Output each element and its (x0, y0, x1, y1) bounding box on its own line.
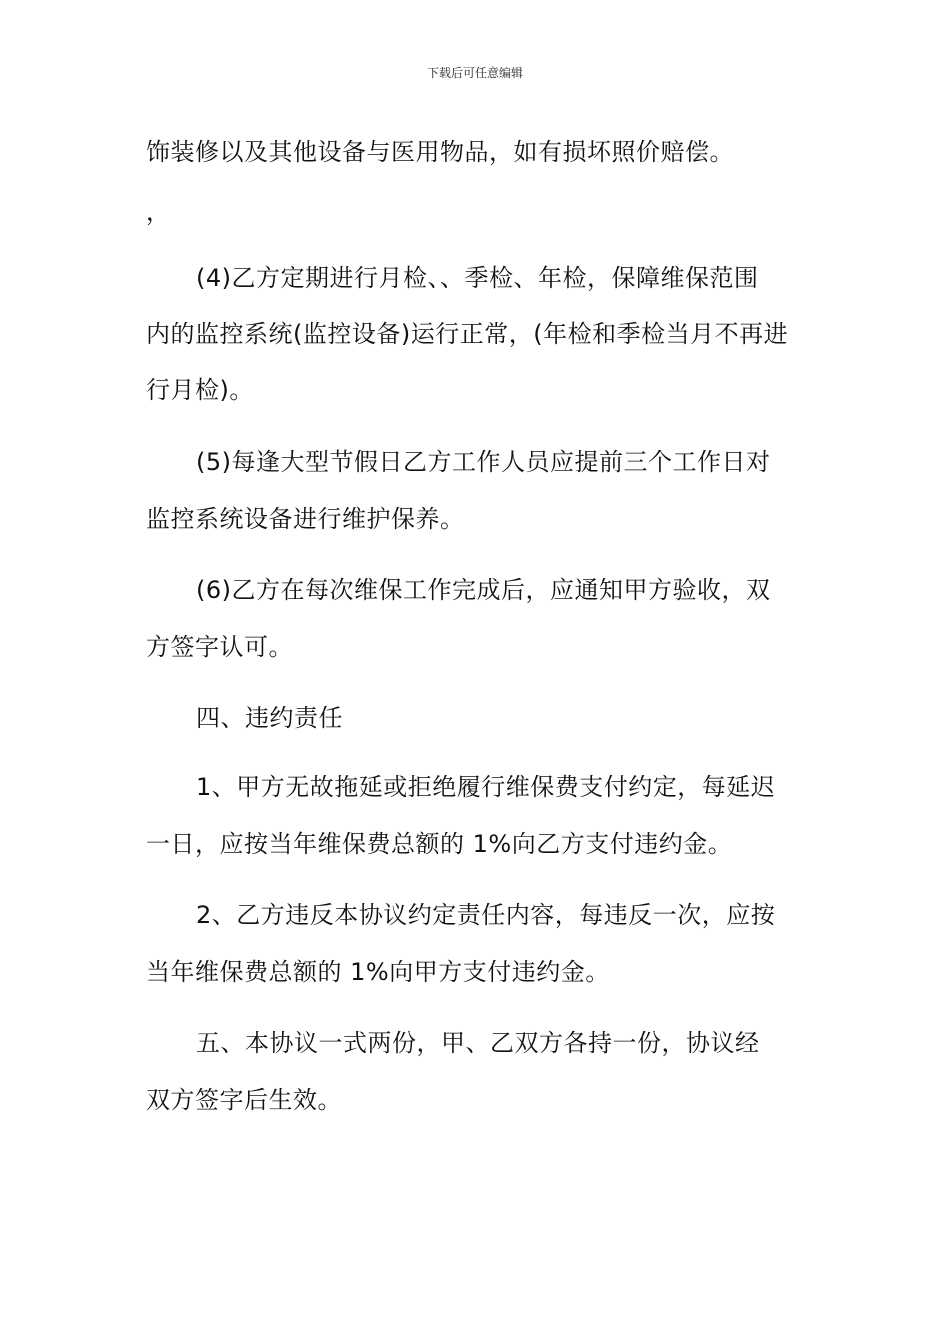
text-line: (5)每逢大型节假日乙方工作人员应提前三个工作日对 (196, 448, 771, 476)
text-line: 2、乙方违反本协议约定责任内容，每违反一次，应按 (196, 901, 776, 929)
text-line: 1、甲方无故拖延或拒绝履行维保费支付约定，每延迟 (196, 773, 776, 801)
text-line: 方签字认可。 (146, 633, 293, 661)
page-header: 下载后可任意编辑 (426, 66, 523, 80)
text-line: 行月检)。 (146, 376, 254, 404)
text-line: 一日，应按当年维保费总额的 1%向乙方支付违约金。 (146, 830, 733, 858)
text-line: ， (146, 198, 171, 226)
text-line: 双方签字后生效。 (146, 1086, 342, 1114)
text-line: 当年维保费总额的 1%向甲方支付违约金。 (146, 958, 610, 986)
text-line: (4)乙方定期进行月检、、季检、年检，保障维保范围 (196, 264, 759, 292)
text-line: 五、本协议一式两份，甲、乙双方各持一份，协议经 (196, 1029, 760, 1057)
text-line: 监控系统设备进行维护保养。 (146, 505, 465, 533)
text-line: 饰装修以及其他设备与医用物品，如有损坏照价赔偿。 (146, 138, 734, 166)
text-line: 内的监控系统(监控设备)运行正常，(年检和季检当月不再进 (146, 320, 789, 348)
section-heading: 四、违约责任 (196, 704, 343, 732)
text-line: (6)乙方在每次维保工作完成后，应通知甲方验收，双 (196, 576, 771, 604)
